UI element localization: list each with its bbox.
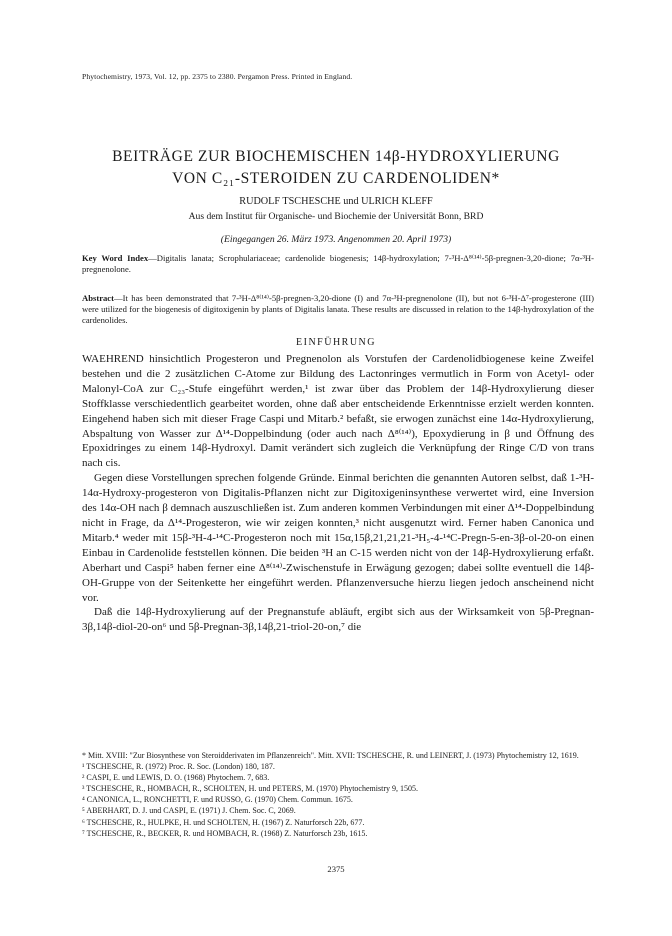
footnote: ² CASPI, E. und LEWIS, D. O. (1968) Phytochem. 7, 683. (82, 773, 270, 783)
affiliation: Aus dem Institut für Organische- und Biochemie der Universität Bonn, BRD (188, 211, 484, 222)
page-number: 2375 (327, 864, 345, 874)
author-line: RUDOLF TSCHESCHE und ULRICH KLEFF (239, 196, 433, 207)
abstract-text: —It has been demonstrated that 7-³H-Δ⁸⁽¹⁴⁾-5β-pregnen-3,20-dione (I) and 7α-³H-pregnenolone (II), but not 6-³H-Δ⁷-progesterone (III) were utilized for the biogenesis of digitoxigenin by plants of Digitalis lanata. These results are discussed in relation to the 14β-hydroxylation of the cardenolides. (82, 293, 594, 325)
keyword-index (82, 253, 594, 275)
article-title-line-2: VON C₂₁-STEROIDEN ZU CARDENOLIDEN* (172, 170, 500, 187)
paragraph: Daß die 14β-Hydroxylierung auf der Pregnanstufe abläuft, ergibt sich aus der Wirksamkeit von 5β-Pregnan-3β,14β-diol-20-on⁶ und 5β-Pregnan-3β,14β,21-triol-20-on,⁷ die (82, 606, 594, 634)
article-title-line-1: BEITRÄGE ZUR BIOCHEMISCHEN 14β-HYDROXYLIERUNG (112, 148, 560, 165)
footnote: ⁷ TSCHESCHE, R., BECKER, R. und HOMBACH, R. (1968) Z. Naturforsch 23b, 1615. (82, 828, 368, 838)
keyword-index-label: Key Word Index (82, 253, 149, 263)
footnote: ⁵ ABERHART, D. J. und CASPI, E. (1971) J. Chem. Soc. C, 2069. (82, 806, 296, 816)
footnote: ³ TSCHESCHE, R., HOMBACH, R., SCHOLTEN, H. und PETERS, M. (1970) Phytochemistry 9, 1505. (82, 784, 418, 794)
footnote: * Mitt. XVIII: "Zur Biosynthese von Steroidderivaten im Pflanzenreich". Mitt. XVII: TSCHESCHE, R. und LEINERT, J. (1973) Phytochemistry 12, 1619. (82, 751, 579, 760)
keyword-index-text: —Digitalis lanata; Scrophulariaceae; cardenolide biogenesis; 14β-hydroxylation; 7-³H-Δ⁸⁽¹⁴⁾-5β-pregnen-3,20-dione; 7α-³H-pregnenolone. (82, 253, 594, 274)
journal-header: Phytochemistry, 1973, Vol. 12, pp. 2375 to 2380. Pergamon Press. Printed in England. (82, 72, 353, 81)
footnote: ⁶ TSCHESCHE, R., HULPKE, H. und SCHOLTEN, H. (1967) Z. Naturforsch 22b, 677. (82, 817, 365, 827)
paragraph: Gegen diese Vorstellungen sprechen folgende Gründe. Einmal berichten die genannten Autoren selbst, daß 1-³H-14α-Hydroxy-progesteron von Digitalis-Pflanzen nicht zur Digitoxigeninsynthese verwertet wird, eine Inversion des 14α-OH nach β demnach auszuschließen ist. Zum anderen kommen Verbindungen mit einer Δ¹⁴-Doppelbindung nicht in Frage, da Δ¹⁴-Progesteron, wie wir zeigen konnten,³ nicht ausgenutzt wird. Ferner haben Canonica und Mitarb.⁴ weder mit 15β-³H-4-¹⁴C-Progesteron noch mit 15α,15β,21,21,21-³H₅-4-¹⁴C-Pregn-5-en-3β-ol-20-on einen Einbau in Cardenolide feststellen können. Die beiden ³H an C-15 werden nicht von der 14β-Hydroxylierung erfaßt. Aberhart und Caspi⁵ haben ferner eine Δ⁸⁽¹⁴⁾-Zwischenstufe in Erwägung gezogen; dabei sollte eventuell die 14β-OH-Gruppe von der Seitenkette her eingeführt werden. Pflanzenversuche hierzu liegen jedoch anscheinend nicht vor. (82, 472, 594, 604)
body-text (82, 352, 594, 635)
footnote: ¹ TSCHESCHE, R. (1972) Proc. R. Soc. (London) 180, 187. (82, 762, 275, 772)
footnote: ⁴ CANONICA, L., RONCHETTI, F. und RUSSO, G. (1970) Chem. Commun. 1675. (82, 795, 353, 805)
paragraph: WAEHREND hinsichtlich Progesteron und Pregnenolon als Vorstufen der Cardenolidbiogenese keine Zweifel bestehen und die 2 zusätzlichen C-Atome zur Bildung des Lactonringes vermutlich in Form von Acetyl- oder Malonyl-CoA zur C₂₃-Stufe eingeführt werden,¹ ist zwar über das Problem der 14β-Hydroxylierung dieser Stoffklasse verschiedentlich gearbeitet worden, ohne daß aber entscheidende Erkenntnisse erzielt werden konnten. Eingehend haben sich mit dieser Frage Caspi und Mitarb.² befaßt, sie erwogen zunächst eine 14α-Hydroxylierung, Abspaltung von Wasser zur Δ¹⁴-Doppelbindung (oder auch nach Δ⁸⁽¹⁴⁾), Epoxydierung in β und Öffnung des Epoxidringes zu einem 14β-Hydroxyl. Damit verändert sich zugleich die Verknüpfung der Ringe C/D von trans nach cis. (82, 353, 594, 470)
abstract-label: Abstract (82, 293, 114, 303)
section-heading: EINFÜHRUNG (296, 337, 376, 348)
footnotes (82, 750, 594, 839)
abstract (82, 293, 594, 326)
received-dates: (Eingegangen 26. März 1973. Angenommen 20. April 1973) (220, 234, 452, 245)
